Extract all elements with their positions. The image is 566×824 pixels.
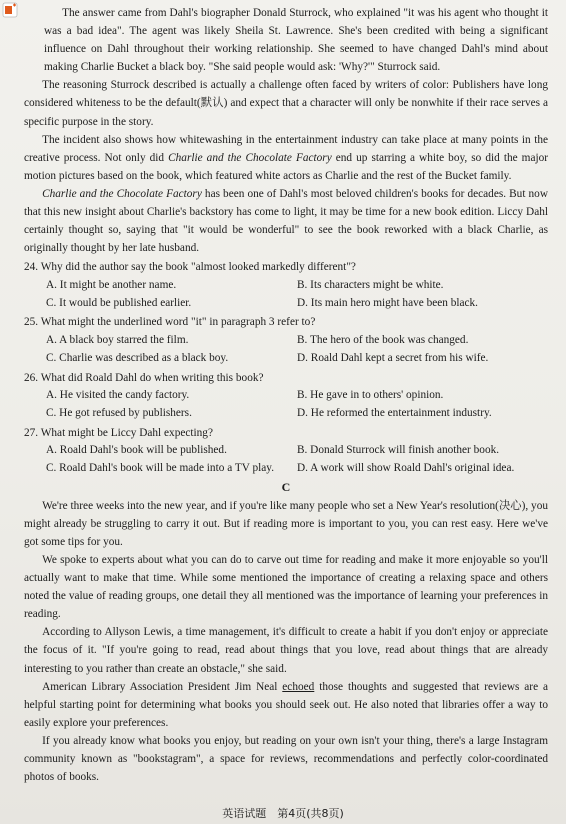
section-heading: C xyxy=(281,479,291,494)
question-24: 24. Why did the author say the book "almost looked markedly different"? xyxy=(24,261,356,274)
question-27-options xyxy=(24,442,548,478)
option-c: C. Charlie was described as a black boy. xyxy=(46,351,229,364)
question-27: 27. What might be Liccy Dahl expecting? xyxy=(24,426,213,439)
option-d: D. Its main hero might have been black. xyxy=(297,296,479,309)
question-24-options xyxy=(24,277,548,313)
passage-c-paragraph-3: According to Allyson Lewis, a time management, it's difficult to create a habit if you don't enjoy or appreciate the focus of it. "If you're going to read, read about things that you love, read about things that are already interesting to you rather than create an obstacle," she said. xyxy=(24,626,548,675)
option-d: D. A work will show Roald Dahl's original idea. xyxy=(297,461,515,474)
page-footer: 英语试题 第4页(共8页) xyxy=(222,807,344,820)
option-d: D. He reformed the entertainment industry. xyxy=(297,406,492,419)
underlined-word: echoed xyxy=(282,680,315,693)
paragraph-text-b: those thoughts and suggested that reviews are a helpful starting point for determining what books you should seek out. He also noted that libraries offer a way to easily explore your preferences. xyxy=(24,680,548,729)
question-26: 26. What did Roald Dahl do when writing this book? xyxy=(24,371,264,384)
paragraph-4-text: has been one of Dahl's most beloved children's books for decades. But now that this new insight about Charlie's backstory has come to light, it may be time for a new book edition. Liccy Dahl certainly thought so, saying that "it would be wonderful" to see the book reworked with a black Charlie, as originally thought by her late husband. xyxy=(24,187,548,255)
option-c: C. It would be published earlier. xyxy=(46,296,192,309)
option-a: A. It might be another name. xyxy=(46,278,177,291)
option-b: B. He gave in to others' opinion. xyxy=(297,389,444,401)
passage-c-paragraph-5: If you already know what books you enjoy, but reading on your own isn't your thing, there's a large Instagram community known as "bookstagram", a space for reviews, recommendations and perfectly color-coordinated photos of books. xyxy=(24,734,548,784)
paragraph-3-text-a: The incident also shows how whitewashing in the entertainment industry can take place at many points in the creative process. Not only did xyxy=(24,133,548,164)
passage-c-paragraph-1: We're three weeks into the new year, and if you're like many people who set a New Year's resolution(决心), you might already be struggling to carry it out. But if reading more is important to you, you can rest easy. Here we've got some tips for you. xyxy=(24,499,548,548)
option-a: A. Roald Dahl's book will be published. xyxy=(46,444,227,457)
question-25-options xyxy=(24,332,548,368)
question-25: 25. What might the underlined word "it" in paragraph 3 refer to? xyxy=(24,316,316,329)
option-a: A. He visited the candy factory. xyxy=(46,389,190,401)
option-b: B. The hero of the book was changed. xyxy=(297,333,469,346)
paragraph-2: The reasoning Sturrock described is actually a challenge often faced by writers of color: Publishers have long considered whiteness to be the default(默认) and expect that a character will only be nonwhite if their race serves a specific purpose in the story. xyxy=(24,79,548,128)
question-26-options xyxy=(24,387,548,423)
passage-c-paragraph-4 xyxy=(24,678,548,732)
option-b: B. Donald Sturrock will finish another book. xyxy=(297,444,500,457)
option-c: C. Roald Dahl's book will be made into a TV play. xyxy=(46,461,275,474)
paragraph-4 xyxy=(24,185,548,257)
paragraph-1: The answer came from Dahl's biographer Donald Sturrock, who explained "it was his agent who thought it was a bad idea". The agent was likely Sheila St. Lawrence. She's been credited with being a significant influence on Dahl throughout their working relationship. She seemed to have changed Dahl's mind about making Charlie Bucket a black boy. "She said people would ask: 'Why?'" Sturrock said. xyxy=(44,7,548,74)
book-title: Charlie and the Chocolate Factory xyxy=(42,187,202,200)
option-c: C. He got refused by publishers. xyxy=(46,406,192,419)
paragraph-3 xyxy=(24,131,548,185)
option-d: D. Roald Dahl kept a secret from his wife. xyxy=(297,351,489,364)
option-b: B. Its characters might be white. xyxy=(297,278,444,291)
book-title: Charlie and the Chocolate Factory xyxy=(168,151,332,164)
paragraph-text-a: American Library Association President Jim Neal xyxy=(42,680,283,693)
passage-c-paragraph-2: We spoke to experts about what you can do to carve out time for reading and make it more enjoyable so you'll actually want to make that time. While some mentioned the importance of creating a relaxing space and others noted the value of reading groups, one detail they all mentioned was the importance of learning your preferences in reading. xyxy=(24,553,548,621)
paragraph-3-text-b: end up starring a white boy, so did the major motion pictures based on the book, which featured white actors as Charlie and the rest of the Bucket family. xyxy=(24,151,549,182)
option-a: A. A black boy starred the film. xyxy=(46,333,189,346)
app-corner-icon xyxy=(2,2,18,18)
